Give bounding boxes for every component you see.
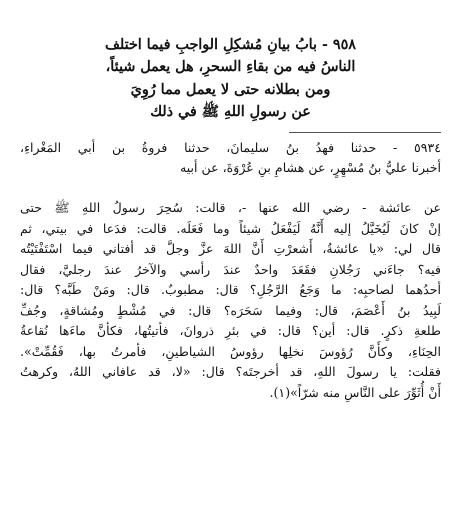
- hadith-text: [20, 198, 441, 403]
- matn-line-1: عن عائشة - رضي الله عنها -، قالت: سُحِرَ رسولُ اللهِ ﷺ حتى: [20, 200, 441, 216]
- heading-divider: [289, 132, 441, 133]
- matn-line-3: قال لي: «يا عائشةُ، أَشعرْتِ أَنَّ اللهَ عزَّ وجلَّ قد أفتاني فيما اسْتَفْتَيْتُه: [20, 241, 441, 257]
- matn-line-6: لَبِيدُ بنُ أَعْصَمَ، قال: وفيما سَحَرَه؟ قال: في مُشْطٍ ومُشاقةٍ، وجُفِّ: [20, 302, 441, 318]
- matn-line-2: إنْ كانَ لَيُخَيَّلُ إليه أَنَّهُ لَيَفْعَلُ شيئاً وما فَعَلَه. قالت: فدَعا في بيتي، ثم: [20, 220, 441, 236]
- chapter-heading: [20, 34, 441, 123]
- matn-line-7: طلعةِ ذكرٍ. قال: أين؟ قال: في بئرِ ذروانَ، فأتيتُها، فكأنَّ ماءَها نُقاعةُ: [20, 323, 441, 339]
- chapter-heading-line-1: ٩٥٨ - بابُ بيانِ مُشكِلِ الواجبِ فيما اختلف: [105, 37, 356, 53]
- chapter-heading-line-2: الناسُ فيه من بقاءِ السحرِ، هل يعمل شيئاً،: [105, 59, 356, 76]
- isnad-line-2: أخبرنا عليُّ بنُ مُسْهِرٍ، عن هشامِ بنِ عُرْوَةَ، عن أبيه: [179, 160, 441, 176]
- matn-line-10: أَنْ أُثَوِّرَ على النَّاسِ منه شرّاً»(١).: [269, 384, 441, 400]
- chapter-heading-line-4: عن رسولِ اللهِ ﷺ في ذلك: [150, 103, 311, 120]
- matn-line-9: فقلت: يا رسولَ اللهِ، قد أخرجتَه؟ قال: «لا، قد عافاني اللهُ، وكرهتُ: [20, 364, 441, 380]
- chapter-heading-line-3: ومن بطلانه حتى لا يعمل مما رُوِيَ: [130, 81, 331, 98]
- matn-line-5: أحدُهما لصاحبِه: ما وَجَعُ الرَّجُلِ؟ قال: مطبوبٌ. قال: ومَنْ طَبَّه؟ قال:: [20, 282, 441, 298]
- matn-line-8: الحِنَاءِ، وكأَنَّ رُؤوسَ نخلِها رؤوسُ الشياطينِ، فأمرتُ بها، فَقُمِّتْ».: [20, 343, 441, 359]
- hadith-isnad: [20, 138, 441, 178]
- isnad-line-1: ٥٩٣٤ - حدثنا فهدُ بنُ سليمانَ، حدثنا فروةُ بن أبي المَغْراءِ،: [20, 140, 441, 156]
- matn-line-4: فيه؟ جاءَني رَجُلانِ فقَعَدَ واحدٌ عندَ رأسي والآخرُ عندَ رجليَّ، فقال: [20, 261, 441, 277]
